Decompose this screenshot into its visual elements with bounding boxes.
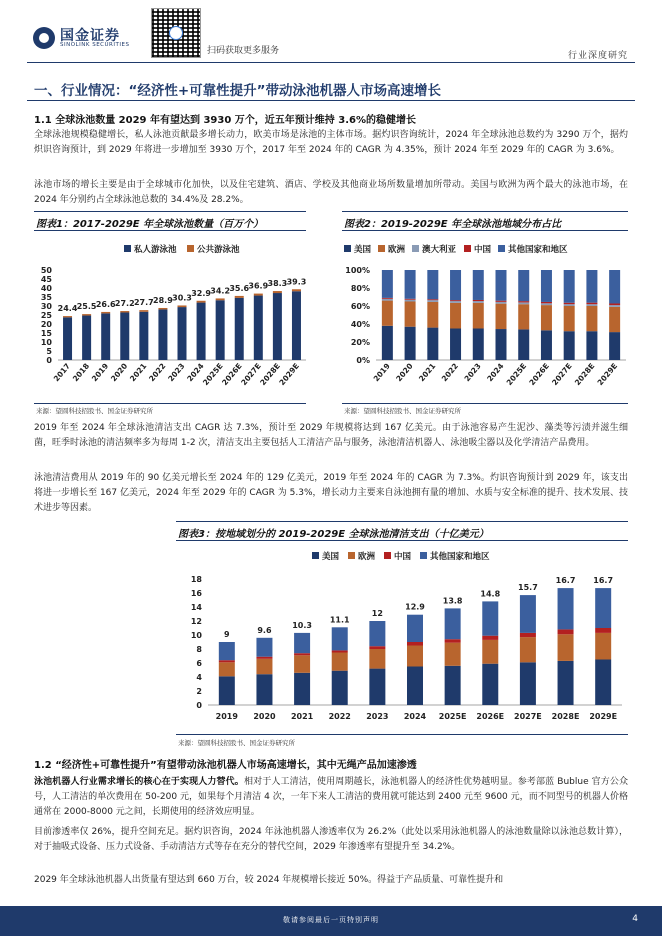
x-tick-label: 2028E <box>551 712 580 721</box>
bar-segment-2025E-0 <box>518 329 529 360</box>
bar-segment-2026E-0 <box>541 330 552 360</box>
qr-center-logo-icon <box>169 26 183 40</box>
bar-segment-2019-0 <box>219 676 235 705</box>
bar-segment-2028E-1 <box>273 291 282 293</box>
legend-swatch-3 <box>464 245 471 252</box>
report-type-label: 行业深度研究 <box>567 51 628 61</box>
y-tick-label: 80% <box>350 284 370 293</box>
bar-segment-2019-2 <box>219 660 235 662</box>
bar-segment-2025E-1 <box>445 643 461 666</box>
bar-segment-2026E-4 <box>541 270 552 302</box>
bar-segment-2021-2 <box>294 653 310 655</box>
x-tick-label: 2027E <box>550 361 574 388</box>
bar-segment-2023-2 <box>369 646 385 649</box>
paragraph-7: 2029 年全球泳池机器人出货量有望达到 660 万台，较 2024 年规模增长接近 50%。得益于产品质量、可靠性提升和 <box>34 875 504 885</box>
bar-segment-2028E-1 <box>586 306 597 331</box>
legend-label-0: 私人游泳池 <box>134 245 177 255</box>
bar-segment-2024-2 <box>407 642 423 646</box>
legend-swatch-3 <box>420 552 427 559</box>
bar-segment-2021-1 <box>427 302 438 328</box>
bar-segment-2024-1 <box>197 301 206 303</box>
data-label-2022: 28.9 <box>153 295 173 305</box>
x-tick-label: 2025E <box>438 712 467 721</box>
paragraph-5-body: 相对于人工清洁，使用周期越长，泳池机器人的经济性优势越明显。参考部蓝 Bublue 官方公众号，人工清洁的单次费用在 50-200 元，如果每个月清洁 4 次，一年下来人工清洁的费用就可能达到 2400 元至 9600 元，而不同型号的机器人价格通常在 2000-8000 元之间，长期使用的经济效应明显。 <box>34 777 628 817</box>
x-tick-label: 2023 <box>366 712 389 721</box>
x-tick-label: 2024 <box>485 361 506 384</box>
bar-segment-2029E-1 <box>609 307 620 332</box>
x-tick-label: 2022 <box>328 712 351 721</box>
bar-segment-2026E-1 <box>541 305 552 330</box>
bar-segment-2027E-4 <box>564 270 575 303</box>
bar-segment-2023-3 <box>473 300 484 301</box>
bar-segment-2024-2 <box>496 302 507 304</box>
paragraph-4: 泳池清洁费用从 2019 年的 90 亿美元增长至 2024 年的 129 亿美元，2019 年至 2024 年的 CAGR 为 7.3%。灼识咨询预计到 2029 年，该支出将进一步增长至 167 亿美元，2024 年至 2029 年的 CAGR 为 5.3%，增长动力主要来自泳池拥有量的增加、水质与安全标准的提升、技术发展、技术进步等因素。 <box>34 473 628 513</box>
bar-segment-2020-0 <box>405 327 416 360</box>
x-tick-label: 2021 <box>128 361 149 384</box>
data-label-2026E: 35.6 <box>229 283 250 293</box>
y-tick-label: 30 <box>40 302 52 311</box>
data-label-2021: 10.3 <box>292 620 312 630</box>
legend-swatch-0 <box>124 245 131 252</box>
bar-segment-2023-1 <box>178 305 187 307</box>
bar-segment-2019-1 <box>382 301 393 326</box>
data-label-2029E: 39.3 <box>286 277 307 287</box>
bar-segment-2029E-2 <box>609 305 620 307</box>
bar-segment-2020-4 <box>405 270 416 299</box>
bar-segment-2028E-3 <box>586 303 597 305</box>
x-tick-label: 2017 <box>51 361 73 384</box>
x-tick-label: 2026E <box>527 361 551 388</box>
x-tick-label: 2020 <box>394 361 415 384</box>
bar-segment-2020-0 <box>120 312 129 360</box>
bar-segment-2021-3 <box>427 299 438 300</box>
data-label-2024: 32.9 <box>191 288 211 298</box>
y-tick-label: 20 <box>40 320 52 329</box>
legend-label-2: 澳大利亚 <box>422 245 457 255</box>
x-tick-label: 2025E <box>504 361 529 388</box>
y-tick-label: 8 <box>196 645 202 654</box>
legend-swatch-0 <box>344 245 351 252</box>
y-tick-label: 0 <box>196 701 202 710</box>
bar-segment-2018-1 <box>82 314 91 315</box>
bar-segment-2017-1 <box>63 316 72 317</box>
data-label-2025E: 34.2 <box>210 286 231 296</box>
page-number: 4 <box>632 914 638 924</box>
chart3-stacked-bar-chart <box>176 543 632 729</box>
x-tick-label: 2029E <box>589 712 618 721</box>
bar-segment-2025E-0 <box>445 666 461 705</box>
bar-segment-2029E-0 <box>292 291 301 360</box>
data-label-2022: 11.1 <box>329 615 350 625</box>
legend-swatch-1 <box>378 245 385 252</box>
y-tick-label: 60% <box>350 302 370 311</box>
data-label-2021: 27.7 <box>133 298 154 308</box>
y-tick-label: 100% <box>345 266 370 275</box>
chart3-source-divider <box>176 734 628 735</box>
legend-label-0: 美国 <box>354 245 372 255</box>
y-tick-label: 15 <box>40 329 52 338</box>
x-tick-label: 2026E <box>220 361 244 388</box>
y-tick-label: 2 <box>196 687 202 696</box>
data-label-2024: 12.9 <box>405 602 425 612</box>
paragraph-2: 泳池市场的增长主要是由于全球城市化加快，以及住宅建筑、酒店、学校及其他商业场所数量增加所带动。美国与欧洲为两个最大的泳池市场，在 2024 年分别约占全球泳池总数的 34.4%及 28.2%。 <box>34 180 628 205</box>
legend-label-3: 中国 <box>474 245 492 255</box>
bar-segment-2021-4 <box>427 270 438 299</box>
bar-segment-2023-0 <box>473 329 484 361</box>
bar-segment-2022-2 <box>332 650 348 652</box>
chart1-source: 来源：望圆科技招股书、国金证券研究所 <box>36 407 153 415</box>
bar-segment-2028E-3 <box>558 588 574 629</box>
bar-segment-2024-0 <box>407 667 423 706</box>
legend-swatch-2 <box>384 552 391 559</box>
bar-segment-2020-3 <box>256 638 272 657</box>
bar-segment-2021-0 <box>427 328 438 360</box>
chart3-source: 来源：望圆科技招股书、国金证券研究所 <box>178 739 295 747</box>
bar-segment-2026E-0 <box>235 298 244 360</box>
legend-swatch-1 <box>187 245 194 252</box>
bar-segment-2028E-0 <box>558 661 574 705</box>
bar-segment-2019-3 <box>382 298 393 299</box>
bar-segment-2019-1 <box>101 312 110 313</box>
bar-segment-2027E-1 <box>254 294 263 296</box>
x-tick-label: 2019 <box>371 361 392 384</box>
subsection-1-1-title: 1.1 全球泳池数量 2029 年有望达到 3930 万个，近五年预计维持 3.6%的稳健增长 <box>34 115 417 126</box>
bar-segment-2023-4 <box>473 270 484 300</box>
data-label-2017: 24.4 <box>57 304 78 314</box>
bar-segment-2023-0 <box>178 307 187 360</box>
data-label-2019: 26.6 <box>95 299 116 309</box>
y-tick-label: 40 <box>40 284 52 293</box>
legend-swatch-2 <box>412 245 419 252</box>
footer-disclaimer-link[interactable]: 敬请参阅最后一页特别声明 <box>283 916 379 924</box>
bar-segment-2022-0 <box>450 329 461 361</box>
data-label-2026E: 14.8 <box>480 589 501 599</box>
paragraph-6: 目前渗透率仅 26%，提升空间充足。据灼识咨询，2024 年泳池机器人渗透率仅为 26.2%（此处以采用泳池机器人的泳池数量除以泳池总数计算），对于抽吸式设备、压力式设备、手动清洁方式等存在充分的替代空间，2029 年渗透率有望提升至 34.2%。 <box>34 827 628 852</box>
data-label-2027E: 36.9 <box>248 281 269 291</box>
x-tick-label: 2021 <box>290 712 314 721</box>
legend-label-4: 其他国家和地区 <box>508 245 568 255</box>
section-title: 一、行业情况：“经济性+可靠性提升”带动泳池机器人市场高速增长 <box>34 83 442 99</box>
data-label-2028E: 16.7 <box>555 576 576 586</box>
legend-swatch-4 <box>498 245 505 252</box>
y-tick-label: 4 <box>196 673 202 682</box>
y-tick-label: 25 <box>40 311 52 320</box>
bar-segment-2024-0 <box>197 303 206 360</box>
bar-segment-2028E-4 <box>586 270 597 303</box>
data-label-2020: 27.2 <box>114 299 135 309</box>
bar-segment-2019-0 <box>382 326 393 360</box>
chart2-source-divider <box>342 403 628 404</box>
bar-segment-2020-1 <box>256 659 272 674</box>
bar-segment-2023-0 <box>369 669 385 705</box>
legend-label-1: 公共游泳池 <box>197 245 240 255</box>
bar-segment-2022-0 <box>332 671 348 705</box>
bar-segment-2018-0 <box>82 316 91 360</box>
bar-segment-2019-1 <box>219 662 235 676</box>
bar-segment-2022-3 <box>450 300 461 301</box>
bar-segment-2024-3 <box>496 301 507 302</box>
bar-segment-2027E-2 <box>564 304 575 306</box>
bar-segment-2022-3 <box>332 627 348 650</box>
bar-segment-2022-1 <box>450 303 461 329</box>
x-tick-label: 2024 <box>403 712 427 721</box>
data-label-2018: 25.5 <box>76 302 97 312</box>
data-label-2025E: 13.8 <box>442 596 463 606</box>
x-tick-label: 2027E <box>514 712 542 721</box>
data-label-2029E: 16.7 <box>593 576 614 586</box>
page-footer <box>0 906 662 936</box>
legend-label-1: 欧洲 <box>388 245 406 255</box>
y-tick-label: 5 <box>46 347 52 356</box>
bar-segment-2021-1 <box>294 655 310 673</box>
x-tick-label: 2028E <box>258 361 282 388</box>
x-tick-label: 2019 <box>89 361 111 384</box>
bar-segment-2021-3 <box>294 633 310 653</box>
chart2-stacked-percent-bar-chart <box>342 234 632 400</box>
logo-english-name: SINOLINK SECURITIES <box>60 42 130 48</box>
chart3-title: 图表3：按地域划分的 2019-2029E 全球泳池清洁支出（十亿美元） <box>178 529 489 540</box>
x-tick-label: 2018 <box>70 361 92 384</box>
x-tick-label: 2020 <box>253 712 276 721</box>
bar-segment-2025E-2 <box>445 639 461 643</box>
y-tick-label: 12 <box>190 617 202 626</box>
paragraph-1: 全球泳池规模稳健增长，私人泳池贡献最多增长动力，欧美市场是泳池的主体市场。据灼识咨询统计，2024 年全球泳池总数约为 3290 万个，据灼炽识咨询预计，到 2029 年将进一步增加至 3930 万个，2017 年至 2024 年的 CAGR 为 4.35%，预计 2024 年至 2029 年的 CAGR 为 3.6%。 <box>34 130 628 155</box>
bar-segment-2026E-1 <box>235 296 244 298</box>
data-label-2028E: 38.3 <box>267 279 288 289</box>
x-tick-label: 2023 <box>166 361 187 384</box>
qr-caption: 扫码获取更多服务 <box>207 46 280 56</box>
bar-segment-2029E-0 <box>609 332 620 360</box>
bar-segment-2028E-0 <box>586 331 597 360</box>
y-tick-label: 0% <box>356 356 370 365</box>
bar-segment-2017-0 <box>63 317 72 360</box>
x-tick-label: 2022 <box>147 361 168 384</box>
y-tick-label: 6 <box>196 659 202 668</box>
bar-segment-2022-1 <box>332 653 348 671</box>
y-tick-label: 10 <box>40 338 52 347</box>
x-tick-label: 2023 <box>462 361 483 384</box>
x-tick-label: 2020 <box>108 361 130 384</box>
bar-segment-2025E-3 <box>518 301 529 302</box>
legend-label-3: 其他国家和地区 <box>430 552 490 562</box>
y-tick-label: 0 <box>46 356 52 365</box>
y-tick-label: 16 <box>190 589 202 598</box>
bar-segment-2029E-4 <box>609 270 620 303</box>
legend-label-2: 中国 <box>394 552 412 562</box>
bar-segment-2020-1 <box>120 311 129 312</box>
bar-segment-2027E-3 <box>520 595 536 633</box>
company-logo-icon <box>33 27 55 49</box>
bar-segment-2026E-3 <box>541 302 552 303</box>
chart1-source-divider <box>34 403 306 404</box>
bar-segment-2027E-1 <box>520 637 536 662</box>
bar-segment-2019-3 <box>219 642 235 660</box>
x-tick-label: 2024 <box>185 361 206 384</box>
x-tick-label: 2028E <box>572 361 597 388</box>
bar-segment-2023-1 <box>473 303 484 329</box>
bar-segment-2029E-3 <box>609 303 620 305</box>
bar-segment-2026E-2 <box>482 636 498 640</box>
bar-segment-2027E-1 <box>564 306 575 331</box>
bar-segment-2028E-2 <box>558 629 574 634</box>
bar-segment-2029E-3 <box>595 588 611 628</box>
subsection-1-2-title: 1.2 “经济性+可靠性提升”有望带动泳池机器人市场高速增长，其中无绳产品加速渗透 <box>34 760 417 771</box>
bar-segment-2028E-1 <box>558 634 574 661</box>
x-tick-label: 2019 <box>215 712 238 721</box>
chart1-title: 图表1：2017-2029E 年全球泳池数量（百万个） <box>36 219 264 230</box>
y-tick-label: 35 <box>40 293 52 302</box>
x-tick-label: 2021 <box>417 361 438 384</box>
bar-segment-2023-3 <box>369 621 385 646</box>
bar-segment-2027E-0 <box>254 296 263 360</box>
data-label-2019: 9 <box>224 630 230 639</box>
x-tick-label: 2025E <box>201 361 225 388</box>
legend-label-0: 美国 <box>322 552 340 562</box>
bar-segment-2026E-3 <box>482 601 498 635</box>
y-tick-label: 45 <box>40 275 52 284</box>
bar-segment-2019-4 <box>382 270 393 298</box>
page-header <box>0 0 662 64</box>
paragraph-5-lead: 泳池机器人行业需求增长的核心在于实现人力替代。 <box>34 777 244 787</box>
bar-segment-2022-1 <box>158 308 167 309</box>
bar-segment-2025E-1 <box>518 304 529 329</box>
bar-segment-2020-1 <box>405 302 416 327</box>
bar-segment-2024-0 <box>496 329 507 360</box>
header-divider <box>27 62 635 63</box>
bar-segment-2021-0 <box>294 673 310 705</box>
bar-segment-2028E-0 <box>273 293 282 360</box>
data-label-2020: 9.6 <box>257 625 272 635</box>
bar-segment-2025E-3 <box>445 608 461 639</box>
bar-segment-2024-3 <box>407 615 423 642</box>
chart2-title: 图表2：2019-2029E 年全球泳池地域分布占比 <box>344 219 562 230</box>
x-tick-label: 2022 <box>439 361 461 384</box>
bar-segment-2020-2 <box>405 300 416 302</box>
data-label-2023: 30.3 <box>172 293 192 303</box>
y-tick-label: 40% <box>350 320 370 329</box>
bar-segment-2029E-1 <box>595 633 611 660</box>
bar-segment-2029E-2 <box>595 628 611 633</box>
bar-segment-2020-3 <box>405 299 416 300</box>
bar-segment-2027E-2 <box>520 633 536 637</box>
x-tick-label: 2029E <box>277 361 301 388</box>
bar-segment-2019-2 <box>382 299 393 301</box>
chart1-stacked-bar-chart <box>34 234 314 400</box>
bar-segment-2024-1 <box>407 646 423 667</box>
x-tick-label: 2029E <box>595 361 620 388</box>
bar-segment-2024-1 <box>496 304 507 329</box>
bar-segment-2029E-1 <box>292 289 301 291</box>
bar-segment-2023-2 <box>473 301 484 303</box>
bar-segment-2025E-1 <box>216 298 225 300</box>
y-tick-label: 14 <box>190 603 202 612</box>
bar-segment-2020-0 <box>256 674 272 705</box>
bar-segment-2025E-4 <box>518 270 529 301</box>
legend-label-1: 欧洲 <box>358 552 376 562</box>
x-tick-label: 2026E <box>476 712 505 721</box>
bar-segment-2025E-0 <box>216 300 225 360</box>
bar-segment-2022-2 <box>450 301 461 303</box>
bar-segment-2020-2 <box>256 657 272 659</box>
legend-swatch-0 <box>312 552 319 559</box>
bar-segment-2026E-1 <box>482 640 498 664</box>
bar-segment-2027E-0 <box>520 662 536 705</box>
legend-swatch-1 <box>348 552 355 559</box>
bar-segment-2029E-0 <box>595 660 611 706</box>
bar-segment-2028E-2 <box>586 304 597 306</box>
bar-segment-2026E-0 <box>482 664 498 705</box>
bar-segment-2027E-3 <box>564 303 575 304</box>
y-tick-label: 10 <box>190 631 202 640</box>
bar-segment-2026E-2 <box>541 303 552 305</box>
y-tick-label: 20% <box>350 338 370 347</box>
logo-chinese-name: 国金证券 <box>60 28 120 44</box>
bar-segment-2027E-0 <box>564 331 575 360</box>
bar-segment-2021-0 <box>139 312 148 360</box>
data-label-2023: 12 <box>371 609 383 618</box>
paragraph-3: 2019 年至 2024 年全球泳池清洁支出 CAGR 达 7.3%，预计至 2029 年规模将达到 167 亿美元。由于泳池容易产生泥沙、藻类等污渍并滋生细菌，旺季时泳池的清洁频率多为每周 1-2 次，清洁支出主要包括人工清洁产品与服务，泳池清洁机器人、泳池吸尘器以及化学清洁产品费用。 <box>34 423 628 448</box>
bar-segment-2023-1 <box>369 649 385 669</box>
bar-segment-2024-4 <box>496 270 507 301</box>
bar-segment-2025E-2 <box>518 302 529 304</box>
bar-segment-2019-0 <box>101 313 110 360</box>
data-label-2027E: 15.7 <box>518 583 538 593</box>
y-tick-label: 50 <box>40 266 52 275</box>
section-title-divider <box>27 100 635 101</box>
bar-segment-2021-2 <box>427 300 438 302</box>
bar-segment-2022-4 <box>450 270 461 300</box>
chart2-source: 来源：望圆科技招股书、国金证券研究所 <box>344 407 461 415</box>
bar-segment-2022-0 <box>158 309 167 360</box>
bar-segment-2021-1 <box>139 310 148 312</box>
y-tick-label: 18 <box>190 575 202 584</box>
x-tick-label: 2027E <box>239 361 263 388</box>
